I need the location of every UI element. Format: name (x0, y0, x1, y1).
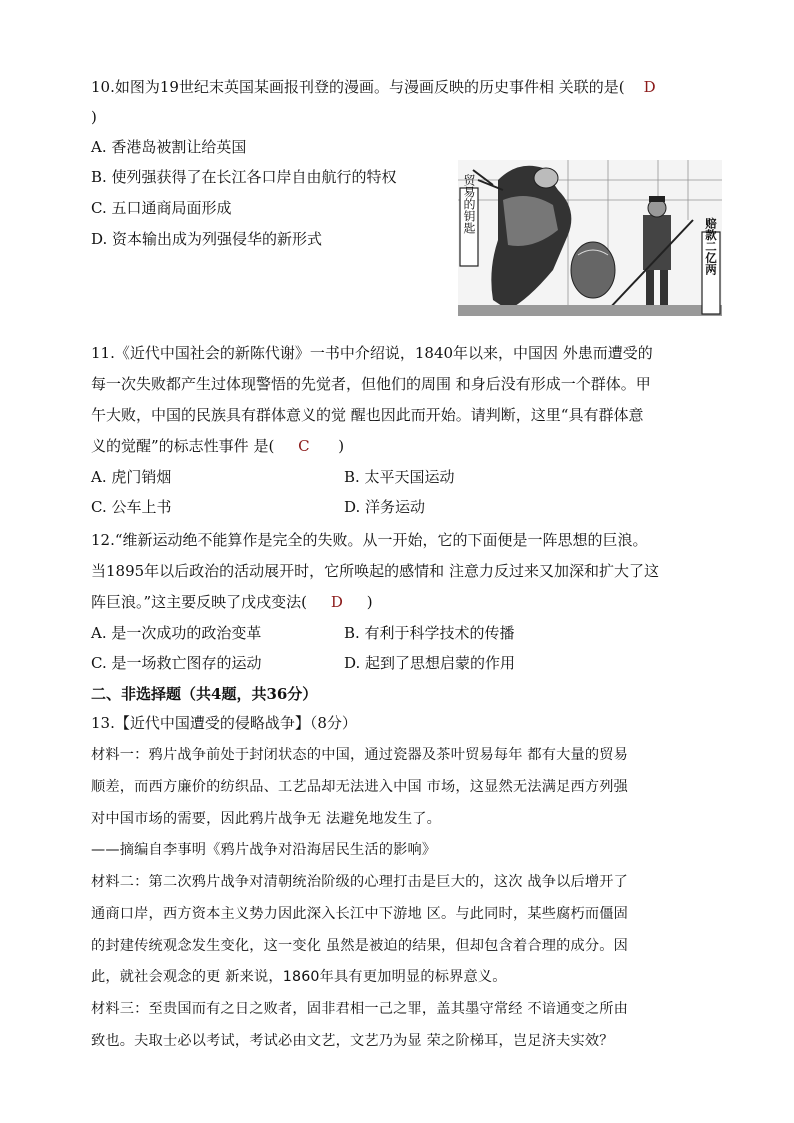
q10-answer: D (643, 78, 656, 96)
q11-line-3: 午大败，中国的民族具有群体意义的觉 醒也因此而开始。请判断，这里“具有群体意 (91, 406, 644, 424)
q12-line-3 (91, 592, 373, 612)
q10-option-d: D. 资本输出成为列强侵华的新形式 (91, 230, 323, 248)
cartoon-drawing (458, 160, 722, 316)
q11-option-c: C. 公车上书 (91, 498, 172, 516)
q10-option-c: C. 五口通商局面形成 (91, 199, 232, 217)
cartoon-illustration (458, 160, 722, 316)
q13-material-3-line-1: 材料三：至贵国而有之日之败者，固非君相一己之罪，盖其墨守常经 不谙通变之所由 (91, 1001, 629, 1017)
q13-material-1-line-3: 对中国市场的需要，因此鸦片战争无 法避免地发生了。 (91, 811, 442, 827)
q13-material-3-line-2: 致也。夫取士必以考试，考试必由文艺，文艺乃为显 荣之阶梯耳，岂足济夫实效？ (91, 1033, 614, 1049)
section-2-heading: 二、非选择题（共4题，共36分） (91, 685, 318, 703)
cartoon-right-label: 赔款二亿两 (704, 217, 718, 275)
q11-line-4-close: ) (338, 437, 345, 455)
q11-line-4 (91, 436, 344, 456)
q10-stem (91, 77, 656, 97)
q13-material-2-line-1: 材料二：第二次鸦片战争对清朝统治阶级的心理打击是巨大的，这次 战争以后增开了 (91, 874, 629, 890)
q11-option-d: D. 洋务运动 (344, 498, 426, 516)
q13-material-2-line-3: 的封建传统观念发生变化，这一变化 虽然是被迫的结果，但却包含着合理的成分。因 (91, 938, 629, 954)
q13-material-2-line-4: 此，就社会观念的更 新来说，1860年具有更加明显的标界意义。 (91, 969, 507, 985)
q10-stem-close: ) (91, 108, 97, 126)
q10-stem-text: 10.如图为19世纪末英国某画报刊登的漫画。与漫画反映的历史事件相 关联的是( (91, 78, 625, 96)
q12-line-3-text: 阵巨浪。”这主要反映了戊戌变法( (91, 593, 308, 611)
q10-option-a: A. 香港岛被割让给英国 (91, 138, 247, 156)
q12-option-a: A. 是一次成功的政治变革 (91, 624, 262, 642)
q12-line-3-close: ) (366, 593, 373, 611)
q13-title: 13.【近代中国遭受的侵略战争】（8分） (91, 714, 357, 732)
q13-material-1-line-2: 顺差，而西方廉价的纺织品、工艺品却无法进入中国 市场，这显然无法满足西方列强 (91, 779, 629, 795)
q10-option-b: B. 使列强获得了在长江各口岸自由航行的特权 (91, 168, 397, 186)
q13-material-1-source: ——摘编自李事明《鸦片战争对沿海居民生活的影响》 (91, 842, 437, 858)
q12-option-b: B. 有利于科学技术的传播 (344, 624, 515, 642)
q11-answer: C (298, 437, 310, 455)
q11-option-b: B. 太平天国运动 (344, 468, 455, 486)
q13-material-2-line-2: 通商口岸，西方资本主义势力因此深入长江中下游地 区。与此同时，某些腐朽而僵固 (91, 906, 629, 922)
q12-answer: D (330, 593, 343, 611)
cartoon-left-label: 贸易的钥匙 (462, 174, 476, 234)
q12-option-d: D. 起到了思想启蒙的作用 (344, 654, 516, 672)
q12-line-1: 12.“维新运动绝不能算作是完全的失败。从一开始，它的下面便是一阵思想的巨浪。 (91, 531, 648, 549)
q11-line-4-text: 义的觉醒”的标志性事件 是( (91, 437, 275, 455)
q12-line-2: 当1895年以后政治的活动展开时，它所唤起的感情和 注意力反过来又加深和扩大了这 (91, 562, 659, 580)
q13-material-1-line-1: 材料一：鸦片战争前处于封闭状态的中国，通过瓷器及茶叶贸易每年 都有大量的贸易 (91, 747, 629, 763)
q11-line-2: 每一次失败都产生过体现警悟的先觉者，但他们的周围 和身后没有形成一个群体。甲 (91, 375, 651, 393)
q11-option-a: A. 虎门销烟 (91, 468, 172, 486)
q12-option-c: C. 是一场救亡图存的运动 (91, 654, 262, 672)
q11-line-1: 11.《近代中国社会的新陈代谢》一书中介绍说，1840年以来，中国因 外患而遭受的 (91, 344, 653, 362)
